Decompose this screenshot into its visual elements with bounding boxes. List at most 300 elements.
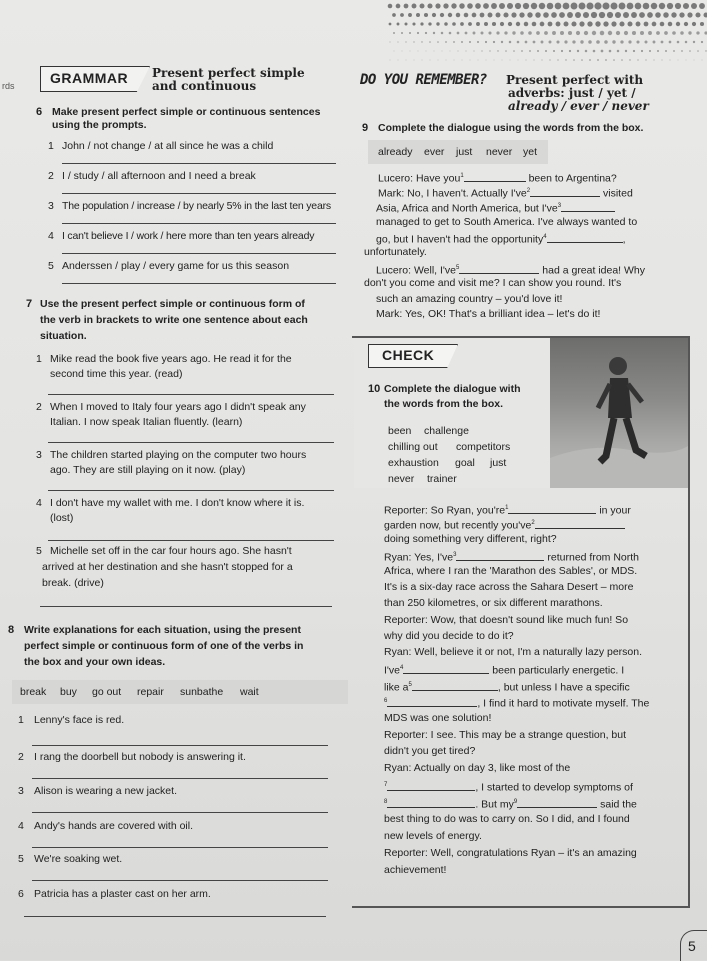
answer-line <box>48 490 334 491</box>
decorative-dot <box>655 12 661 18</box>
decorative-dot <box>444 22 448 26</box>
dialogue-line: achievement! <box>384 864 446 877</box>
answer-gap <box>403 664 489 674</box>
decorative-dot <box>528 31 532 35</box>
decorative-dot <box>454 60 455 61</box>
decorative-dot <box>701 41 703 43</box>
ex7-instruction-line1: Use the present perfect simple or continuous form of <box>40 298 305 311</box>
answer-line <box>40 606 332 607</box>
dialogue-text: Reporter: So Ryan, you're <box>384 505 505 517</box>
decorative-dot <box>452 22 456 26</box>
dialogue-text: said the <box>600 799 637 811</box>
decorative-dot <box>571 3 578 10</box>
decorative-dot <box>404 4 409 9</box>
decorative-dot <box>671 12 676 17</box>
decorative-dot <box>390 60 391 61</box>
decorative-dot <box>607 12 613 18</box>
decorative-dot <box>465 32 468 35</box>
ex8-item-number: 4 <box>18 820 24 833</box>
decorative-dot <box>496 31 499 34</box>
dialogue-text: Ryan: Yes, I've <box>384 552 453 564</box>
decorative-dot <box>430 60 431 61</box>
decorative-dot <box>553 50 555 52</box>
decorative-dot <box>473 50 474 51</box>
decorative-dot <box>623 12 629 18</box>
decorative-dot <box>670 60 671 61</box>
ex8-item-text: Patricia has a plaster cast on her arm. <box>34 888 211 901</box>
word-box-item: trainer <box>427 473 457 485</box>
decorative-dot <box>424 13 428 17</box>
decorative-dot <box>589 59 591 61</box>
dialogue-line: go, but I haven't had the opportunity$^4$ , <box>376 231 625 247</box>
decorative-dot <box>433 32 435 34</box>
ex6-number: 6 <box>36 106 42 119</box>
ex9-number: 9 <box>362 122 368 135</box>
decorative-dot <box>696 31 699 34</box>
left-topic-line1: Present perfect simple <box>152 66 305 80</box>
decorative-dot <box>609 50 612 53</box>
dialogue-line: Ryan: Yes, $I've^3$ returned from North <box>384 549 639 565</box>
decorative-dot <box>602 2 609 9</box>
decorative-dot <box>492 22 496 26</box>
decorative-dot <box>619 21 624 26</box>
decorative-dot <box>418 51 419 52</box>
dialogue-line: best thing to do was to carry on. So I did, and I found <box>384 813 630 826</box>
word-box-item: competitors <box>456 441 510 453</box>
answer-gap <box>508 504 596 514</box>
answer-line <box>32 880 328 881</box>
decorative-dot <box>502 60 503 61</box>
decorative-dot <box>583 12 589 18</box>
ex7-item-line: Mike read the book five years ago. He read it for the <box>50 353 292 366</box>
ex6-item-text: Anderssen / play / every game for us this season <box>62 260 289 273</box>
ex8-item-number: 2 <box>18 751 24 764</box>
decorative-dot <box>539 3 546 10</box>
answer-line <box>48 442 334 443</box>
decorative-dot <box>500 22 504 26</box>
answer-line <box>48 394 334 395</box>
dialogue-text: Lucero: Have you <box>378 173 460 185</box>
dialogue-line: $^8$ . But $my^9$ said the <box>384 796 637 812</box>
decorative-dot <box>572 40 575 43</box>
dialogue-text: , <box>623 234 626 246</box>
page-number: 5 <box>688 938 696 954</box>
answer-line <box>32 847 328 848</box>
decorative-dot <box>659 3 665 9</box>
right-topic-line1: Present perfect with <box>506 73 643 87</box>
decorative-dot <box>643 3 650 10</box>
ex7-item-line: Italian. I now speak Italian fluently. (learn) <box>50 416 242 429</box>
decorative-dot <box>402 51 403 52</box>
decorative-dot <box>577 50 579 52</box>
word-box-item: repair <box>137 686 164 698</box>
decorative-dot <box>559 12 565 18</box>
decorative-dot <box>579 21 584 26</box>
dialogue-text: garden now, but recently you've <box>384 520 531 532</box>
answer-line <box>32 812 328 813</box>
runner-icon <box>550 338 688 488</box>
decorative-dot <box>693 41 695 43</box>
dialogue-line: garden now, but recently $you've^2$ <box>384 517 625 533</box>
decorative-dot <box>633 50 635 52</box>
decorative-dot <box>508 22 512 26</box>
decorative-dot <box>412 22 415 25</box>
dialogue-line: than 250 kilometres, or six different marathons. <box>384 597 603 610</box>
decorative-dot <box>441 32 444 35</box>
decorative-dot <box>669 41 672 44</box>
ex8-item-text: I rang the doorbell but nobody is answering it. <box>34 751 246 764</box>
word-box-item: been <box>388 425 411 437</box>
ex6-item-number: 1 <box>48 140 54 153</box>
decorative-dot <box>437 41 439 43</box>
decorative-dot <box>406 60 407 61</box>
left-topic-line2: and continuous <box>152 79 256 93</box>
decorative-dot <box>591 12 597 18</box>
dialogue-text: been particularly energetic. I <box>492 665 624 677</box>
remember-heading: DO YOU REMEMBER? <box>360 72 487 88</box>
decorative-dot <box>695 12 700 17</box>
decorative-dot <box>645 59 646 60</box>
decorative-dot <box>468 22 472 26</box>
decorative-dot <box>389 23 392 26</box>
dialogue-text: I've <box>384 665 400 677</box>
decorative-dot <box>493 41 495 43</box>
dialogue-text: had a great idea! Why <box>542 265 645 277</box>
decorative-dot <box>397 41 398 42</box>
decorative-dot <box>625 50 627 52</box>
decorative-dot <box>692 22 696 26</box>
decorative-dot <box>676 22 680 26</box>
decorative-dot <box>459 3 465 9</box>
dialogue-line: Asia, Africa and North America, but $I've^3$ <box>376 200 615 216</box>
ex6-item-text: I can't believe I / work / here more than ten years already <box>62 230 314 243</box>
decorative-dot <box>686 60 687 61</box>
decorative-dot <box>477 41 479 43</box>
word-box-item: just <box>490 457 506 469</box>
decorative-dot <box>640 31 644 35</box>
ex7-item-line: second time this year. (read) <box>50 368 182 381</box>
decorative-dot <box>645 41 648 44</box>
decorative-dot <box>445 41 447 43</box>
ex7-item-line: arrived at her destination and she hasn't stopped for a <box>42 561 293 574</box>
answer-gap <box>561 202 615 212</box>
word-box-item: exhaustion <box>388 457 439 469</box>
decorative-dot <box>449 32 452 35</box>
decorative-dot <box>665 50 667 52</box>
ex7-instruction-line2: the verb in brackets to write one sentence about each <box>40 314 308 327</box>
ex7-item-line: break. (drive) <box>42 577 104 590</box>
decorative-dot <box>535 12 541 18</box>
decorative-dot <box>636 40 639 43</box>
decorative-dot <box>467 3 473 9</box>
decorative-dot <box>545 50 547 52</box>
decorative-dot <box>541 41 544 44</box>
right-topic-line2: adverbs: just / yet / <box>508 86 636 100</box>
decorative-dot <box>688 31 691 34</box>
decorative-dot <box>417 32 419 34</box>
decorative-dot <box>612 40 615 43</box>
ex8-instruction-line3: the box and your own ideas. <box>24 656 165 669</box>
dialogue-line: Mark: Yes, OK! That's a brilliant idea – let's do it! <box>376 308 600 321</box>
dialogue-line: new levels of energy. <box>384 830 482 843</box>
decorative-dot <box>420 22 423 25</box>
decorative-dot <box>470 60 471 61</box>
decorative-dot <box>420 4 425 9</box>
dialogue-line: don't you come and visit me? I can show you round. It's <box>364 277 621 290</box>
ex6-item-number: 3 <box>48 200 54 213</box>
decorative-dot <box>464 13 469 18</box>
decorative-dot <box>509 41 512 44</box>
check-heading: CHECK <box>382 347 434 363</box>
decorative-dot <box>663 12 669 18</box>
answer-gap <box>547 233 623 243</box>
decorative-dot <box>604 40 608 44</box>
ex6-item-text: The population / increase / by nearly 5% in the last ten years <box>62 200 331 213</box>
decorative-dot <box>564 22 569 27</box>
dialogue-text: Lucero: Well, I've <box>376 265 456 277</box>
dialogue-line: Reporter: Well, congratulations Ryan – it's an amazing <box>384 847 637 860</box>
decorative-dot <box>615 12 621 18</box>
decorative-dot <box>416 13 420 17</box>
ex8-item-number: 6 <box>18 888 24 901</box>
decorative-dot <box>544 31 548 35</box>
dialogue-line: didn't you get tired? <box>384 745 475 758</box>
decorative-dot <box>428 22 431 25</box>
decorative-dot <box>426 51 427 52</box>
decorative-dot <box>568 31 572 35</box>
answer-line <box>32 745 328 746</box>
ex6-item-text: John / not change / at all since he was a child <box>62 140 273 153</box>
dialogue-text: go, but I haven't had the opportunity <box>376 234 543 246</box>
decorative-dot <box>662 60 663 61</box>
word-box-item: go out <box>92 686 121 698</box>
decorative-dot <box>549 41 552 44</box>
decorative-dot <box>660 22 665 27</box>
decorative-dot <box>679 12 684 17</box>
dialogue-text: visited <box>603 188 633 200</box>
ex7-number: 7 <box>26 298 32 311</box>
decorative-dot <box>551 12 557 18</box>
decorative-dot <box>497 50 498 51</box>
decorative-dot <box>653 59 654 60</box>
decorative-dot <box>483 3 489 9</box>
answer-gap <box>387 781 475 791</box>
decorative-dot <box>631 12 637 18</box>
decorative-dot <box>619 3 626 10</box>
answer-line <box>62 193 336 194</box>
decorative-dot <box>611 21 616 26</box>
decorative-dot <box>536 31 540 35</box>
decorative-dot <box>398 60 399 61</box>
decorative-dot <box>635 3 642 10</box>
ex7-item-line: ago. They are still playing on it now. (play) <box>50 464 245 477</box>
decorative-dot <box>518 60 519 61</box>
decorative-dot <box>547 3 554 10</box>
ex7-item-line: (lost) <box>50 512 73 525</box>
decorative-dot <box>699 3 705 9</box>
decorative-dot <box>481 50 482 51</box>
decorative-dot <box>556 40 559 43</box>
decorative-dot <box>525 41 528 44</box>
dialogue-line: Reporter: So Ryan, $you're^1$ in your <box>384 502 631 518</box>
decorative-dot <box>397 23 400 26</box>
ex8-instruction-line2: perfect simple or continuous form of one of the verbs in <box>24 640 303 653</box>
decorative-dot <box>588 40 592 44</box>
decorative-dot <box>664 31 668 35</box>
decorative-dot <box>527 12 532 17</box>
dialogue-line: such an amazing country – you'd love it! <box>376 293 562 306</box>
decorative-dot <box>649 50 651 52</box>
ex8-instruction-line1: Write explanations for each situation, using the present <box>24 624 301 637</box>
ex8-item-number: 1 <box>18 714 24 727</box>
ex7-item-number: 4 <box>36 497 42 510</box>
decorative-dot <box>517 41 520 44</box>
word-box-item: just <box>456 146 472 158</box>
word-box-item: never <box>388 473 414 485</box>
answer-line <box>32 778 328 779</box>
answer-gap <box>464 172 526 182</box>
dialogue-line: MDS was one solution! <box>384 712 491 725</box>
ex7-item-number: 1 <box>36 353 42 366</box>
decorative-dot <box>613 59 615 61</box>
decorative-dot <box>486 60 487 61</box>
decorative-dot <box>485 41 487 43</box>
decorative-dot <box>680 31 684 35</box>
decorative-dot <box>499 3 505 9</box>
decorative-dot <box>684 22 688 26</box>
decorative-dot <box>523 3 529 9</box>
decorative-dot <box>651 3 658 10</box>
decorative-dot <box>595 21 600 26</box>
ex6-item-number: 5 <box>48 260 54 273</box>
decorative-dot <box>681 50 683 52</box>
dialogue-line: doing something very different, right? <box>384 533 557 546</box>
decorative-dot <box>531 3 537 9</box>
answer-gap <box>459 264 539 274</box>
decorative-dot <box>704 13 707 18</box>
decorative-dot <box>480 13 485 18</box>
decorative-dot <box>494 60 495 61</box>
decorative-dot <box>567 12 573 18</box>
decorative-dot <box>702 60 703 61</box>
dialogue-line: unfortunately. <box>364 246 427 259</box>
ex6-item-number: 4 <box>48 230 54 243</box>
dialogue-line: It's is a six-day race across the Sahara Desert – more <box>384 581 633 594</box>
dialogue-text: Asia, Africa and North America, but I've <box>376 203 558 215</box>
decorative-dot <box>557 59 558 60</box>
decorative-dot <box>537 50 539 52</box>
decorative-dot <box>533 41 536 44</box>
decorative-dot <box>641 50 643 52</box>
ex7-instruction-line3: situation. <box>40 330 87 343</box>
dialogue-line: $I've^4$ been particularly energetic. I <box>384 662 624 678</box>
answer-gap <box>456 551 544 561</box>
dialogue-text: , I started to develop symptoms of <box>475 782 633 794</box>
decorative-dot <box>505 50 507 52</box>
word-box-item: challenge <box>424 425 469 437</box>
decorative-dot <box>519 12 524 17</box>
decorative-dot <box>605 59 607 61</box>
word-box-item: already <box>378 146 412 158</box>
decorative-dot <box>457 32 460 35</box>
decorative-dot <box>427 3 432 8</box>
answer-line <box>62 253 336 254</box>
word-box-item: goal <box>455 457 475 469</box>
ex6-instruction-line2: using the prompts. <box>52 119 147 132</box>
decorative-dot <box>520 31 524 35</box>
margin-text: rds <box>2 80 15 93</box>
word-box-item: yet <box>523 146 537 158</box>
decorative-dot <box>691 3 697 9</box>
ex10-number: 10 <box>368 383 380 396</box>
decorative-dot <box>409 32 411 34</box>
decorative-dot <box>436 22 439 25</box>
ex10-instruction-line2: the words from the box. <box>384 398 503 411</box>
ex8-item-number: 5 <box>18 853 24 866</box>
decorative-dot <box>534 60 535 61</box>
dialogue-line: managed to get to South America. I've always wanted to <box>376 216 637 229</box>
ex7-item-line: When I moved to Italy four years ago I didn't speak any <box>50 401 306 414</box>
decorative-dot <box>394 51 395 52</box>
decorative-dot <box>599 12 605 18</box>
decorative-dot <box>473 32 476 35</box>
decorative-dot <box>432 13 436 17</box>
decorative-dot <box>507 3 513 9</box>
decorative-dot <box>685 41 688 44</box>
word-box-item: chilling out <box>388 441 438 453</box>
decorative-dot <box>401 32 403 34</box>
decorative-dot <box>593 50 596 53</box>
decorative-dot <box>592 31 596 35</box>
ex6-instruction-line1: Make present perfect simple or continuous sentences <box>52 106 320 119</box>
decorative-dot <box>405 41 406 42</box>
decorative-dot <box>689 50 691 52</box>
decorative-dot <box>478 60 479 61</box>
answer-line <box>62 163 336 164</box>
ex8-item-number: 3 <box>18 785 24 798</box>
decorative-dot <box>481 32 484 35</box>
ex8-item-text: We're soaking wet. <box>34 853 122 866</box>
ex7-item-line: The children started playing on the computer two hours <box>50 449 306 462</box>
decorative-dot <box>460 22 464 26</box>
decorative-dot <box>624 31 628 35</box>
decorative-dot <box>472 13 477 18</box>
decorative-dot <box>687 12 692 17</box>
decorative-dot <box>672 31 676 35</box>
decorative-dot <box>526 60 527 61</box>
decorative-dot <box>496 13 501 18</box>
dialogue-text: in your <box>599 505 631 517</box>
decorative-dot <box>636 22 641 27</box>
decorative-dot <box>451 3 456 8</box>
decorative-dot <box>639 12 645 18</box>
decorative-dot <box>400 13 404 17</box>
decorative-dot <box>555 3 562 10</box>
decorative-dot <box>529 50 531 52</box>
decorative-dot <box>488 13 493 18</box>
decorative-dot <box>489 50 490 51</box>
decorative-dot <box>552 31 556 35</box>
decorative-dot <box>647 12 653 18</box>
right-topic-line3: already / ever / never <box>508 99 649 113</box>
decorative-dot-pattern <box>380 0 707 80</box>
decorative-dot <box>491 3 497 9</box>
decorative-dot <box>393 32 395 34</box>
decorative-dot <box>462 60 463 61</box>
decorative-dot <box>565 59 566 60</box>
dialogue-line: Mark: No, I haven't. Actually $I've^2$ visited <box>378 185 633 201</box>
ex6-item-number: 2 <box>48 170 54 183</box>
